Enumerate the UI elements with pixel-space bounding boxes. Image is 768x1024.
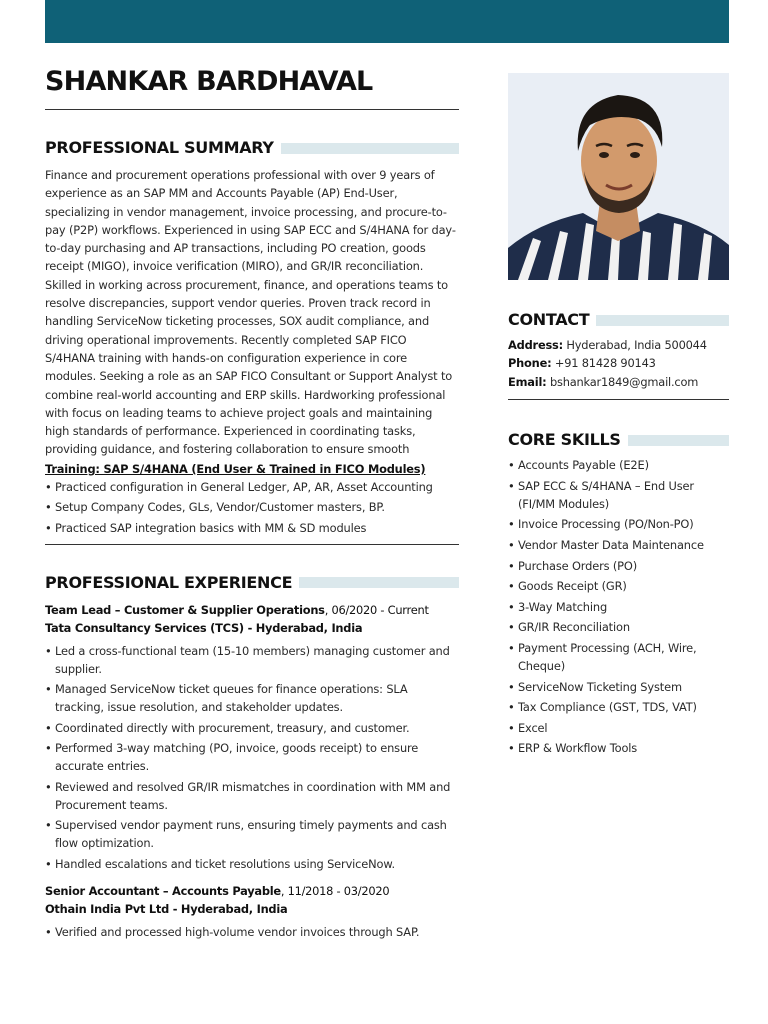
list-item: • SAP ECC & S/4HANA – End User (FI/MM Modules) (508, 477, 729, 513)
job-title-line (45, 601, 459, 620)
summary-heading (45, 138, 459, 158)
job-title: Team Lead – Customer & Supplier Operations (45, 602, 325, 617)
list-item: • Accounts Payable (E2E) (508, 456, 729, 474)
list-item: • Invoice Processing (PO/Non-PO) (508, 515, 729, 533)
experience-heading-text: PROFESSIONAL EXPERIENCE (45, 572, 293, 592)
list-item: • Payment Processing (ACH, Wire, Cheque) (508, 639, 729, 675)
contact-details (508, 336, 729, 391)
job-dates: , 11/2018 - 03/2020 (280, 883, 390, 898)
header-band (45, 0, 729, 43)
contact-heading (508, 310, 729, 330)
job-company: Tata Consultancy Services (TCS) - Hyderabad, India (45, 621, 363, 636)
list-item: • Handled escalations and ticket resolutions using ServiceNow. (45, 855, 459, 873)
heading-bar (596, 315, 729, 326)
summary-text: Finance and procurement operations professional with over 9 years of experience as an SAP MM and Accounts Payable (AP) End-User, specializing in vendor management, invoice processing, and procure-to-pay (P2P) workflows. Experienced in using SAP ECC and S/4HANA for day-to-day purchasing and AP transactions, including PO creation, goods receipt (MIGO), invoice verification (MIRO), and GR/IR reconciliation. Skilled in working across procurement, finance, and operations teams to resolve discrepancies, support vendor queries. Proven track record in handling ServiceNow ticketing processes, SOX audit compliance, and driving operational improvements. Recently completed SAP FICO S/4HANA training with hands-on configuration experience in core modules. Seeking a role as an SAP FICO Consultant or Support Analyst to combine real-world accounting and ERP skills. Hardworking professional with focus on leading teams to achieve project goals and maintaining high standards of performance. Experienced in coordinating tasks, providing guidance, and fostering collaboration to ensure smooth (45, 168, 456, 457)
job-duties (45, 642, 459, 873)
list-item: • Setup Company Codes, GLs, Vendor/Customer masters, BP. (45, 498, 459, 516)
list-item: • ERP & Workflow Tools (508, 739, 729, 757)
candidate-name: SHANKAR BARDHAVAL (45, 66, 373, 97)
list-item: • Goods Receipt (GR) (508, 577, 729, 595)
right-column (508, 73, 729, 760)
list-item: • Verified and processed high-volume vendor invoices through SAP. (45, 923, 459, 941)
skills-heading (508, 430, 729, 450)
heading-bar (281, 143, 459, 154)
list-item: • Tax Compliance (GST, TDS, VAT) (508, 698, 729, 716)
list-item: • Coordinated directly with procurement, treasury, and customer. (45, 719, 459, 737)
summary-heading-text: PROFESSIONAL SUMMARY (45, 138, 274, 157)
heading-bar (299, 577, 459, 588)
list-item: • Led a cross-functional team (15-10 members) managing customer and supplier. (45, 642, 459, 678)
portrait-image (508, 73, 729, 280)
training-title: Training: SAP S/4HANA (End User & Trained in FICO Modules) (45, 461, 426, 476)
list-item: • 3-Way Matching (508, 598, 729, 616)
list-item: • Practiced SAP integration basics with MM & SD modules (45, 519, 459, 537)
skills-heading-text: CORE SKILLS (508, 430, 621, 450)
list-item: • Performed 3-way matching (PO, invoice, goods receipt) to ensure accurate entries. (45, 739, 459, 775)
skills-list (508, 456, 729, 757)
list-item: • Purchase Orders (PO) (508, 557, 729, 575)
heading-bar (628, 435, 729, 446)
list-item: • GR/IR Reconciliation (508, 618, 729, 636)
left-column (45, 66, 459, 943)
divider (45, 109, 459, 110)
contact-heading-text: CONTACT (508, 310, 590, 329)
job-title-line (45, 882, 459, 901)
profile-photo (508, 73, 729, 280)
list-item: • Managed ServiceNow ticket queues for finance operations: SLA tracking, issue resolution, and stakeholder updates. (45, 680, 459, 716)
contact-phone: Phone: +91 81428 90143 (508, 356, 656, 371)
list-item: • Practiced configuration in General Ledger, AP, AR, Asset Accounting (45, 478, 459, 496)
job-company: Othain India Pvt Ltd - Hyderabad, India (45, 902, 288, 917)
training-list (45, 478, 459, 537)
list-item: • ServiceNow Ticketing System (508, 678, 729, 696)
divider (45, 544, 459, 545)
experience-heading (45, 573, 459, 593)
list-item: • Supervised vendor payment runs, ensuring timely payments and cash flow optimization. (45, 816, 459, 852)
job-title: Senior Accountant – Accounts Payable (45, 883, 281, 898)
list-item: • Excel (508, 719, 729, 737)
contact-address: Address: Hyderabad, India 500044 (508, 338, 707, 352)
job-dates: , 06/2020 - Current (324, 602, 429, 617)
list-item: • Vendor Master Data Maintenance (508, 536, 729, 554)
list-item: • Reviewed and resolved GR/IR mismatches in coordination with MM and Procurement teams. (45, 778, 459, 814)
contact-email: Email: bshankar1849@gmail.com (508, 374, 699, 389)
divider (508, 399, 729, 400)
job-duties (45, 923, 459, 941)
